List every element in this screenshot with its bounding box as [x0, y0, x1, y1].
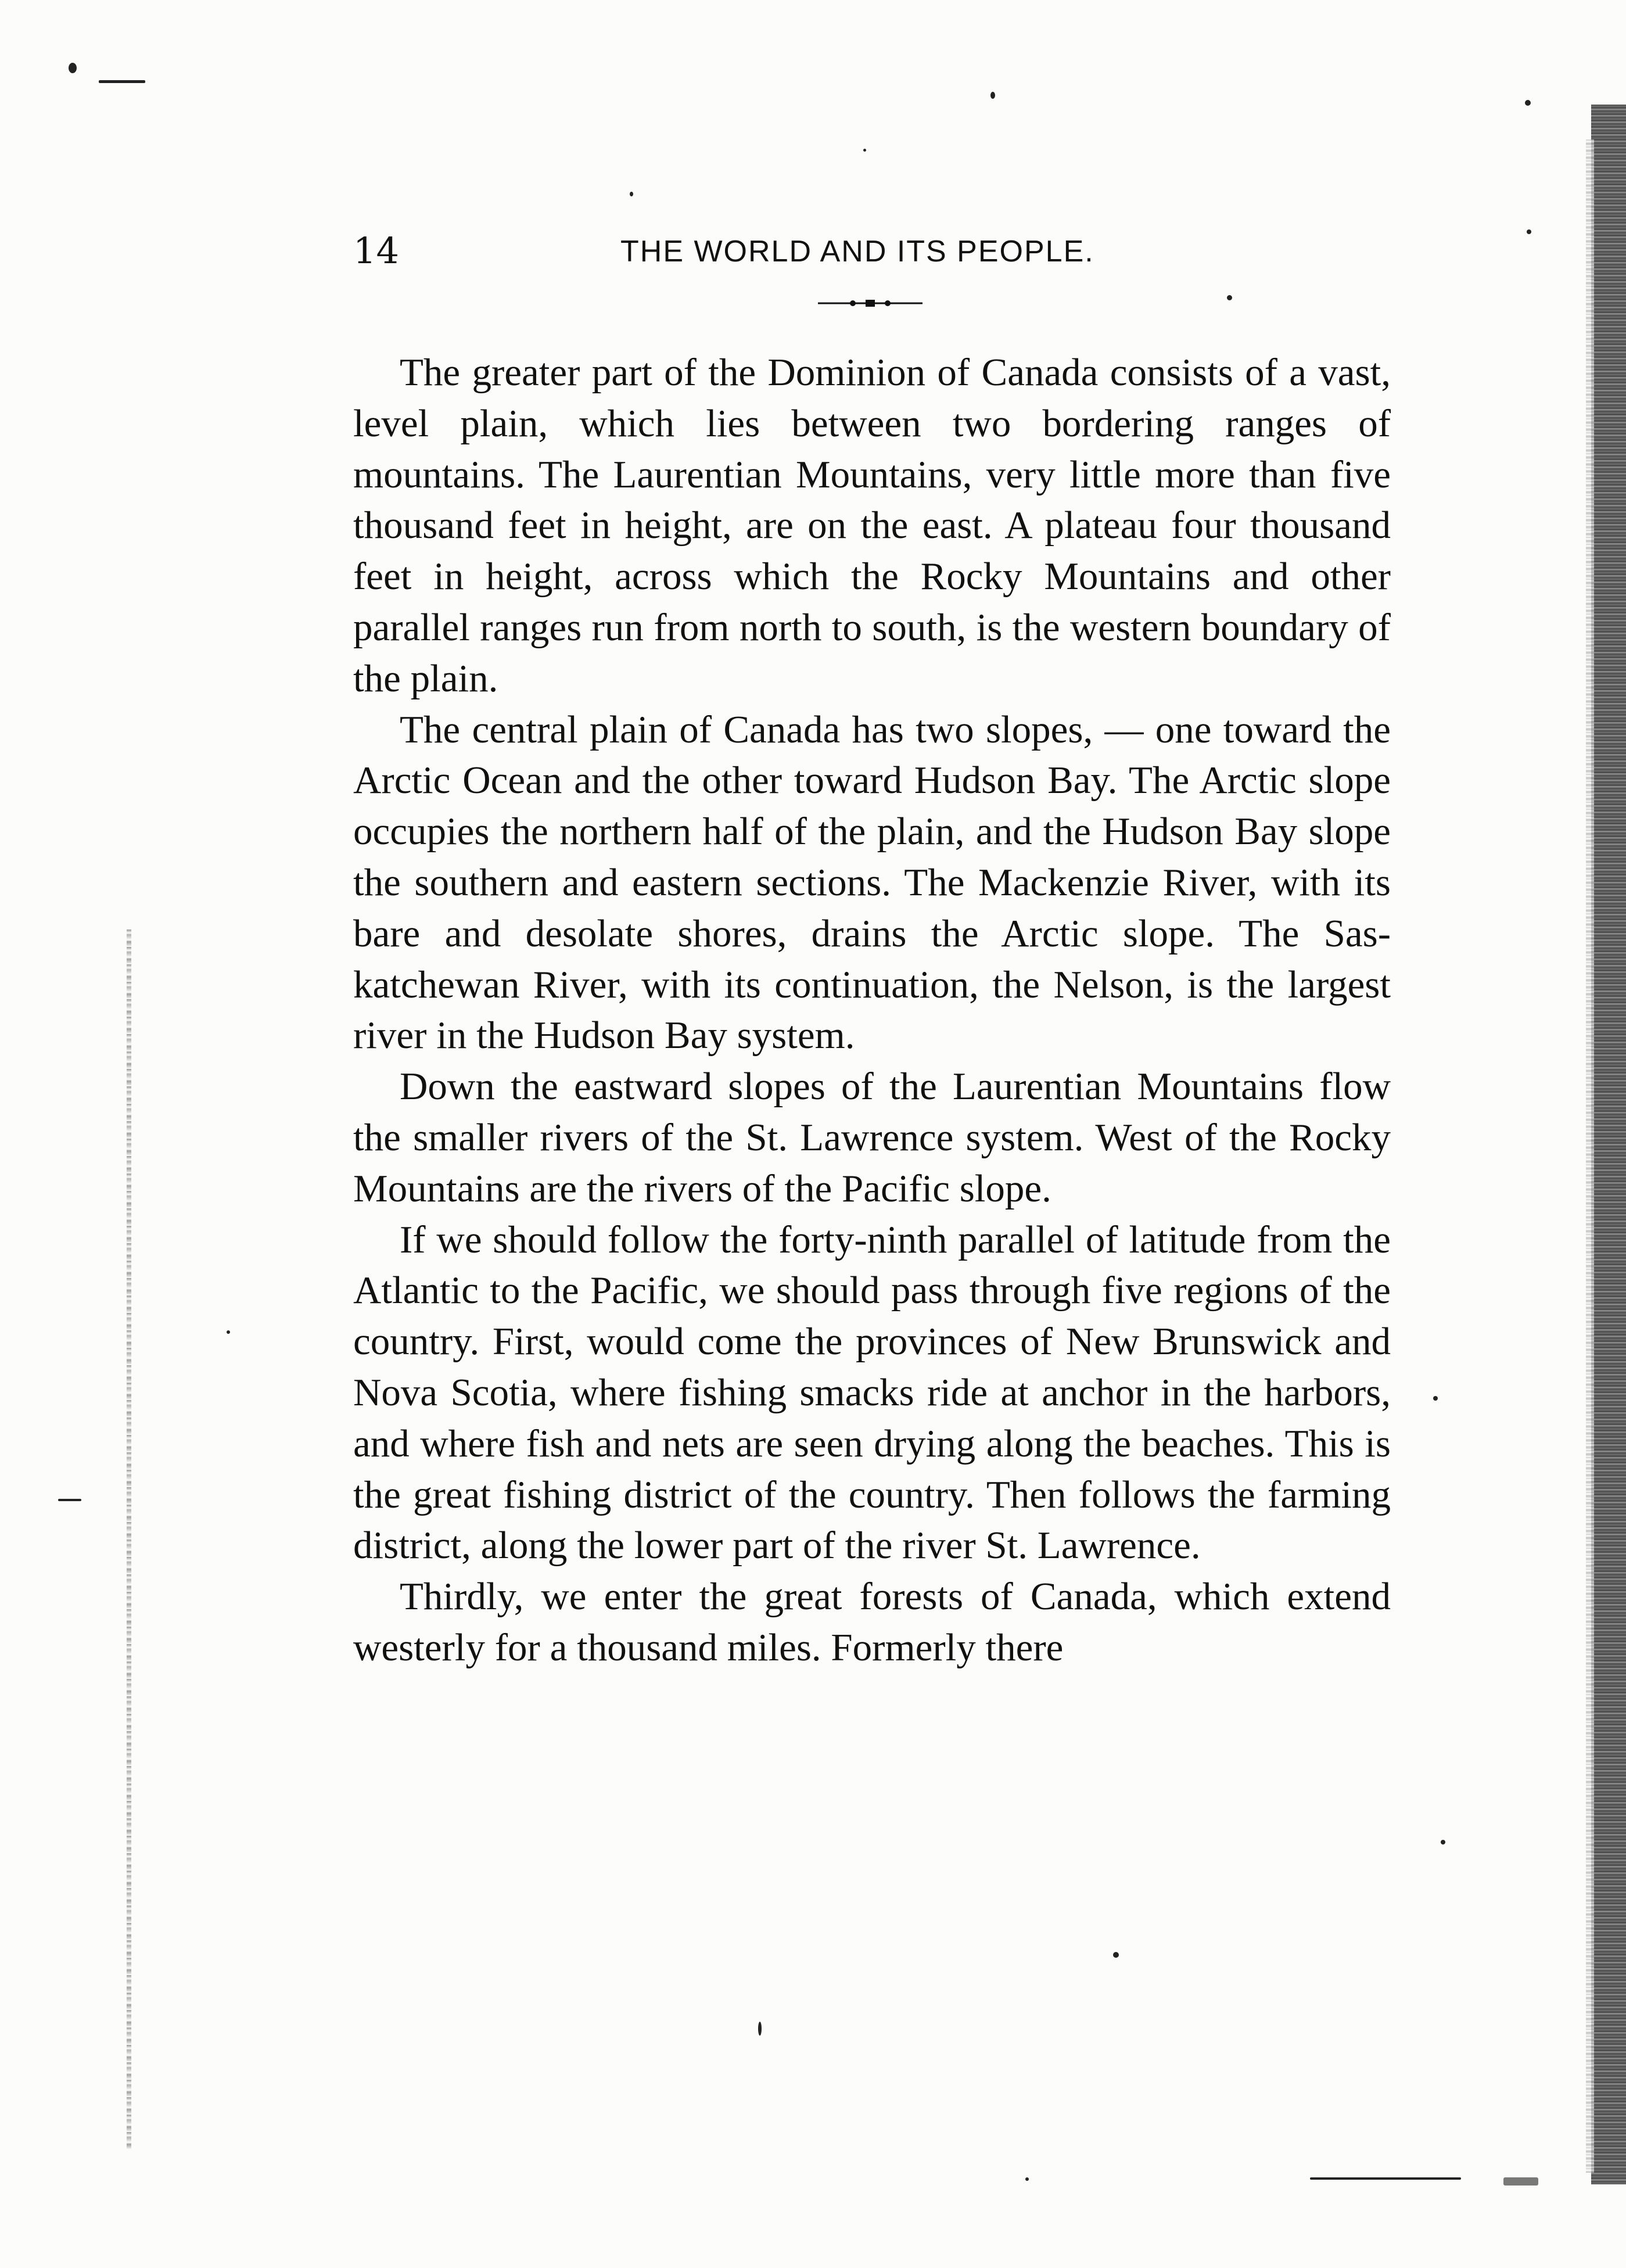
scan-speck: [1310, 2177, 1461, 2180]
scan-speck: [863, 149, 866, 152]
paragraph-5: Thirdly, we enter the great forests of Canada, which extend westerly for a thousand miles. Formerly there: [353, 1575, 1391, 1669]
scan-speck: [1433, 1396, 1438, 1401]
scan-speck: [758, 2022, 762, 2036]
scan-speck: [227, 1330, 230, 1334]
page-number: 14: [353, 229, 399, 272]
scan-speck: [99, 80, 145, 83]
paragraph-2: The central plain of Canada has two slopes, — one toward the Arctic Ocean and the other toward Hudson Bay. The Arctic slope occupies the northern half of the plain, and the Hudson Bay slope the southern and eastern sections. The Mackenzie River, with its bare and desolate shores, drains the Arctic slope. The Saskatchewan River, with its continuation, the Nelson, is the largest river in the Hudson Bay system.: [353, 708, 1391, 1057]
scan-speck: [69, 63, 77, 73]
paragraph-3: Down the eastward slopes of the Laurentian Mountains flow the smaller rivers of the St. Lawrence system. West of the Rocky Mountains are the rivers of the Pacific slope.: [353, 1065, 1391, 1210]
running-title: THE WORLD AND ITS PEOPLE.: [620, 235, 1094, 268]
scan-speck: [58, 1499, 81, 1501]
binding-edge-highlight: [1586, 139, 1594, 2173]
binding-edge-shadow: [1591, 105, 1626, 2184]
paragraph-4: If we should follow the forty-ninth parallel of latitude from the Atlantic to the Pacific, we should pass through five regions of the country. First, would come the provinces of New Brunswick and Nova Scotia, where fishing smacks ride at anchor in the harbors, and where fish and nets are seen drying along the beaches. This is the great fishing district of the country. Then follows the farming district, along the lower part of the river St. Lawrence.: [353, 1218, 1391, 1567]
page-header: [353, 228, 1387, 274]
scan-speck: [1227, 295, 1232, 300]
left-gutter-speckle: [127, 930, 131, 2149]
header-ornament-rule: [818, 297, 923, 309]
scan-speck: [1525, 100, 1531, 106]
scan-speck: [1503, 2177, 1538, 2186]
scan-speck: [1025, 2177, 1029, 2181]
scan-speck: [630, 192, 633, 196]
paragraph-1: The greater part of the Dominion of Canada consists of a vast, level plain, which lies between two bordering ranges of mountains. The Laurentian Mountains, very little more than five thousand feet in height, are on the east. A plateau four thousand feet in height, across which the Rocky Mountains and other parallel ranges run from north to south, is the western boundary of the plain.: [353, 351, 1391, 700]
scan-speck: [1441, 1840, 1445, 1844]
body-text: [353, 347, 1391, 1674]
scan-speck: [1527, 229, 1531, 234]
scan-speck: [990, 92, 995, 99]
scan-speck: [1113, 1952, 1119, 1958]
